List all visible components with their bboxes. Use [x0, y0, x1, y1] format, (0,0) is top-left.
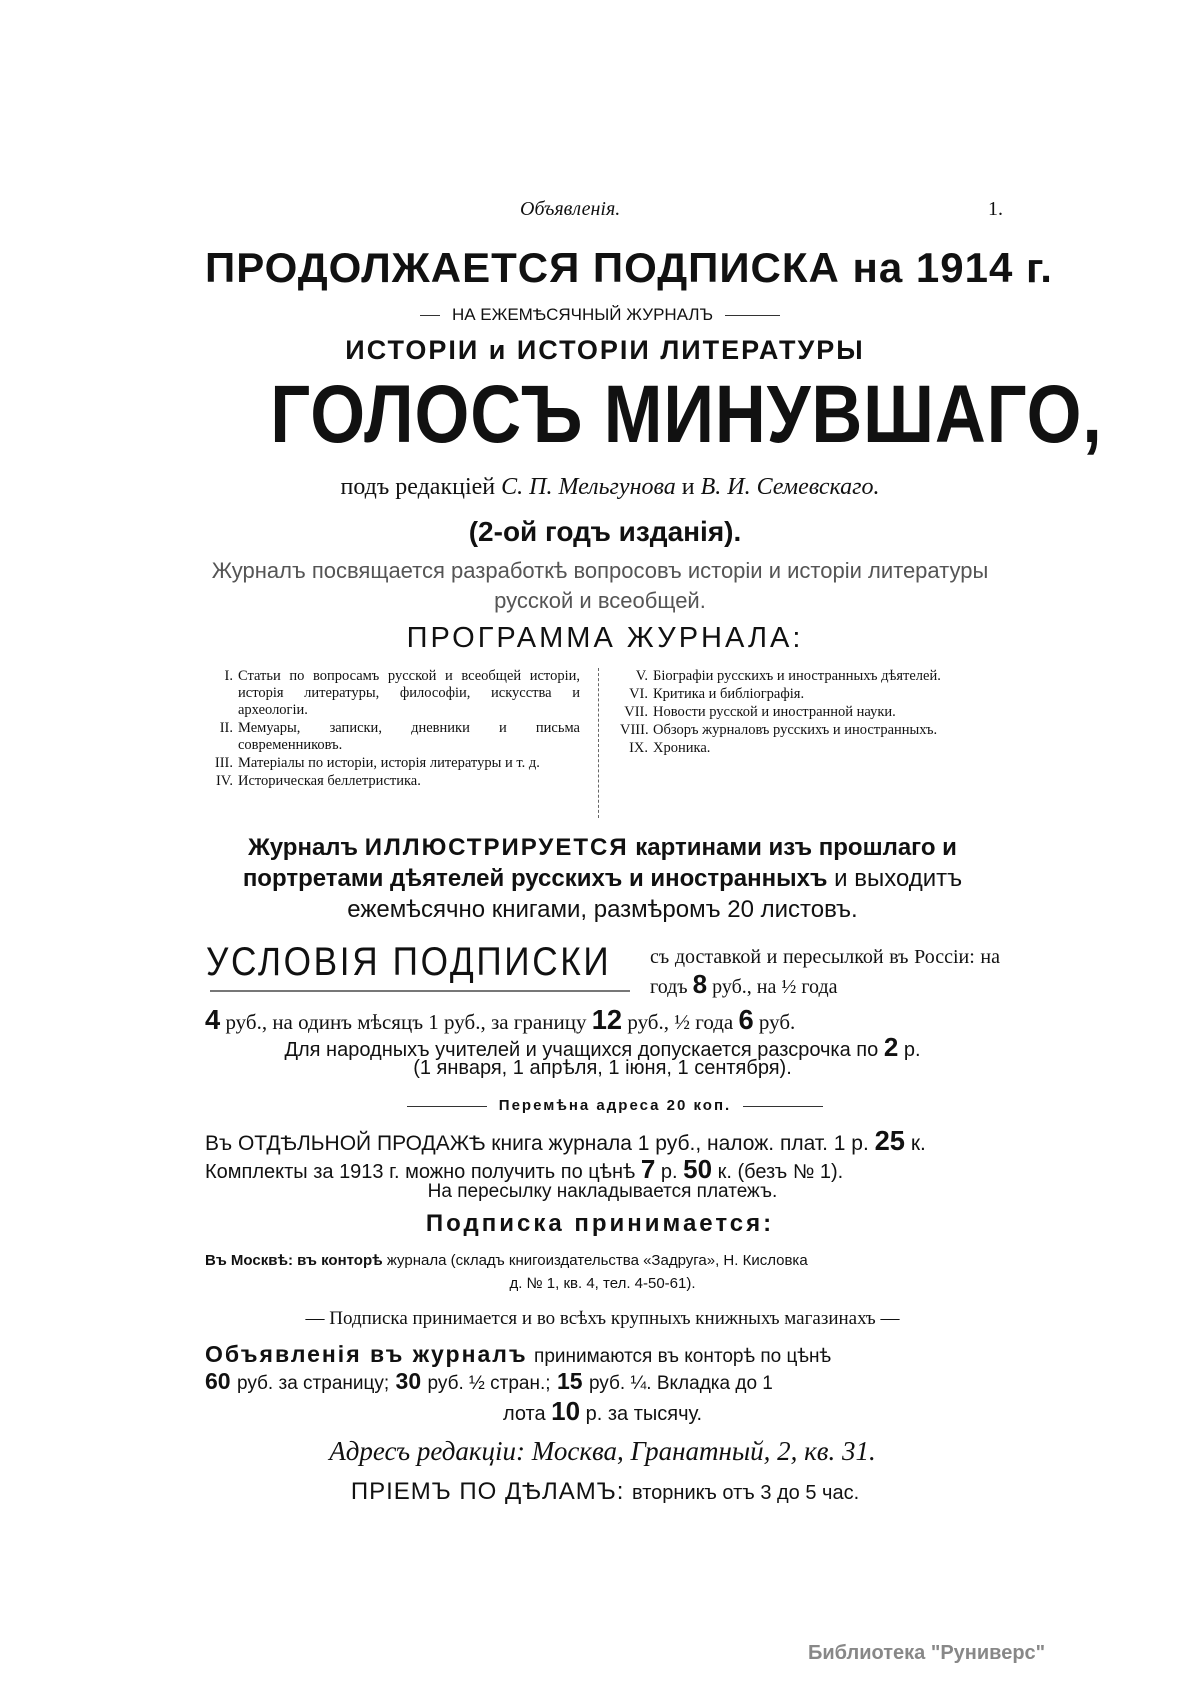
program-item [205, 720, 580, 754]
conditions-heading: УСЛОВІЯ ПОДПИСКИ [206, 940, 612, 984]
program-item [205, 755, 580, 772]
program-item-text: Біографіи русскихъ и иностранныхъ дѣятелей. [653, 668, 941, 684]
ads-text-i: лота [502, 1403, 546, 1425]
program-column-divider [598, 668, 599, 818]
delivery-text-a: съ доставкой и пересылкой въ Россіи: на годъ [650, 946, 1000, 998]
editors-and: и [681, 474, 695, 500]
illustrated-part-1: Журналъ [248, 834, 359, 861]
ads-text-b: принимаются въ конторѣ по цѣнѣ [534, 1346, 832, 1367]
program-title: ПРОГРАММА ЖУРНАЛА: [406, 622, 804, 654]
program-item-text: Историческая беллетристика. [238, 773, 421, 789]
price-abroad-year: 12 [591, 1004, 623, 1035]
delivery-text-c: руб., на ½ года [712, 976, 838, 998]
program-list-left [205, 668, 580, 791]
section-header: Объявленія. [520, 198, 621, 220]
program-item-number: VI. [629, 686, 648, 702]
reception-time: вторникъ отъ 3 до 5 час. [632, 1482, 860, 1504]
program-list-right [620, 668, 1000, 758]
separate-sale-text: книга журнала 1 руб., налож. плат. 1 р. [491, 1132, 869, 1155]
price-half-year: 4 [205, 1004, 221, 1035]
reception-hours [215, 1478, 995, 1506]
reception-label: ПРІЕМЪ ПО ДѢЛАМЪ: [350, 1478, 625, 1505]
ads-line-2 [205, 1368, 1000, 1395]
address-change-line [355, 1097, 875, 1114]
program-item [620, 740, 1000, 757]
program-item-number: I. [224, 668, 233, 684]
journal-title: ГОЛОСЪ МИНУВШАГО, [270, 369, 1103, 460]
ads-price-quarter: 15 [556, 1368, 583, 1394]
monthly-journal-line [370, 305, 830, 325]
rule-left [407, 1106, 487, 1107]
separate-sale-heading: Въ ОТДѢЛЬНОЙ ПРОДАЖѢ [205, 1132, 486, 1155]
prices-text-f: руб. [758, 1010, 796, 1034]
illustrated-part-2: ИЛЛЮСТРИРУЕТСЯ [364, 834, 629, 861]
teachers-installment-amount: 2 [883, 1032, 899, 1062]
teachers-text-a: Для народныхъ учителей и учащихся допускается разсрочка по [284, 1039, 879, 1061]
program-item-text: Новости русской и иностранной науки. [653, 704, 896, 720]
postage-line: На пересылку накладывается платежъ. [427, 1181, 778, 1202]
ads-text-f: руб. ½ стран.; [427, 1373, 551, 1394]
all-bookshops-line: — Подписка принимается и во всѣхъ крупныхъ книжныхъ магазинахъ — [305, 1308, 900, 1329]
editors-prefix: подъ редакціей [340, 474, 496, 500]
moscow-office-label: Въ Москвѣ: въ конторѣ [205, 1252, 383, 1269]
editor-melgunov: С. П. Мельгунова [501, 474, 676, 500]
program-item-number: VIII. [620, 722, 649, 738]
moscow-office-line [205, 1252, 1000, 1269]
ads-text-k: р. за тысячу. [585, 1403, 703, 1425]
program-item [620, 722, 1000, 739]
program-item-text: Обзоръ журналовъ русскихъ и иностранныхъ. [653, 722, 938, 738]
sets-text-e: к. (безъ № 1). [717, 1161, 844, 1183]
dash-right [725, 315, 780, 316]
edition-year: (2-ой годъ изданія). [468, 516, 742, 547]
editors-line [250, 474, 970, 501]
journal-description: Журналъ посвящается разработкѣ вопросовъ исторіи и исторіи литературы русской и всеобщей. [211, 558, 989, 613]
illustrated-part-3: картинами изъ прошлаго и портретами дѣятелей русскихъ и иностранныхъ [242, 834, 957, 892]
editor-semevsky: В. И. Семевскаго. [700, 474, 880, 500]
prices-text-d: руб., ½ года [627, 1010, 734, 1034]
separate-sale-kopecks: 25 [874, 1125, 905, 1156]
moscow-office-text: журнала (складъ книгоиздательства «Задруга», Н. Кисловка [386, 1252, 808, 1269]
program-item [205, 668, 580, 719]
sets-text-c: р. [660, 1161, 678, 1183]
program-item-text: Мемуары, записки, дневники и письма современниковъ. [238, 720, 580, 753]
delivery-price-year: 8 [692, 969, 708, 999]
ads-price-page: 60 [205, 1368, 231, 1394]
program-item-number: IX. [629, 740, 648, 756]
sets-price-rubles: 7 [640, 1154, 656, 1184]
dash-left [420, 315, 440, 316]
editorial-address: Адресъ редакціи: Москва, Гранатный, 2, кв. 31. [329, 1436, 876, 1466]
conditions-underline [210, 990, 630, 992]
ads-text-h: руб. ¼. Вкладка до 1 [588, 1373, 773, 1394]
program-item [620, 704, 1000, 721]
illustrated-paragraph [205, 832, 1000, 925]
program-item-number: III. [214, 755, 233, 771]
program-item-text: Хроника. [653, 740, 711, 756]
illustrated-part-4: и выходитъ ежемѣсячно книгами, размѣромъ 20 листовъ. [347, 865, 963, 923]
program-item-text: Критика и библіографія. [653, 686, 805, 702]
sets-price-kopecks: 50 [683, 1154, 713, 1184]
journal-subject: ИСТОРІИ и ИСТОРІИ ЛИТЕРАТУРЫ [345, 335, 865, 365]
ads-insert-price: 10 [551, 1396, 581, 1426]
installment-dates: (1 января, 1 апрѣля, 1 іюня, 1 сентября). [413, 1057, 792, 1079]
separate-sale-line [205, 1127, 1000, 1157]
program-item-number: IV. [215, 773, 233, 789]
program-item-number: V. [635, 668, 648, 684]
price-abroad-half: 6 [738, 1004, 754, 1035]
subscription-accepted-heading: Подписка принимается: [425, 1210, 775, 1237]
monthly-journal-text: НА ЕЖЕМѢСЯЧНЫЙ ЖУРНАЛЪ [451, 305, 714, 324]
program-item-number: VII. [624, 704, 648, 720]
library-watermark: Библиотека "Руниверс" [808, 1642, 1046, 1664]
sets-text-a: Комплекты за 1913 г. можно получить по цѣнѣ [205, 1161, 636, 1183]
address-change-text: Перемѣна адреса 20 коп. [498, 1097, 732, 1114]
program-item [205, 773, 580, 790]
subscription-headline: ПРОДОЛЖАЕТСЯ ПОДПИСКА на 1914 г. [205, 244, 1053, 291]
program-item [620, 686, 1000, 703]
moscow-office-address: д. № 1, кв. 4, тел. 4-50-61). [509, 1275, 696, 1292]
program-item [620, 668, 1000, 685]
separate-sale-unit: к. [910, 1132, 926, 1155]
prices-text-b: руб., на одинъ мѣсяцъ 1 руб., за границу [225, 1010, 587, 1034]
rule-right [743, 1106, 823, 1107]
page-number: 1. [988, 198, 1003, 220]
program-item-number: II. [219, 720, 233, 736]
program-item-text: Матеріалы по исторіи, исторія литературы и т. д. [238, 755, 540, 771]
ads-price-half: 30 [395, 1368, 422, 1394]
teachers-text-c: р. [903, 1039, 921, 1061]
ads-line-1 [205, 1340, 1000, 1371]
ads-heading: Объявленія въ журналъ [205, 1341, 528, 1367]
program-item-text: Статьи по вопросамъ русской и всеобщей исторіи, исторія литературы, философіи, искусства и археологіи. [238, 668, 580, 718]
ads-line-3 [205, 1396, 1000, 1427]
ads-text-d: руб. за страницу; [236, 1373, 390, 1394]
delivery-text [650, 944, 1000, 1001]
